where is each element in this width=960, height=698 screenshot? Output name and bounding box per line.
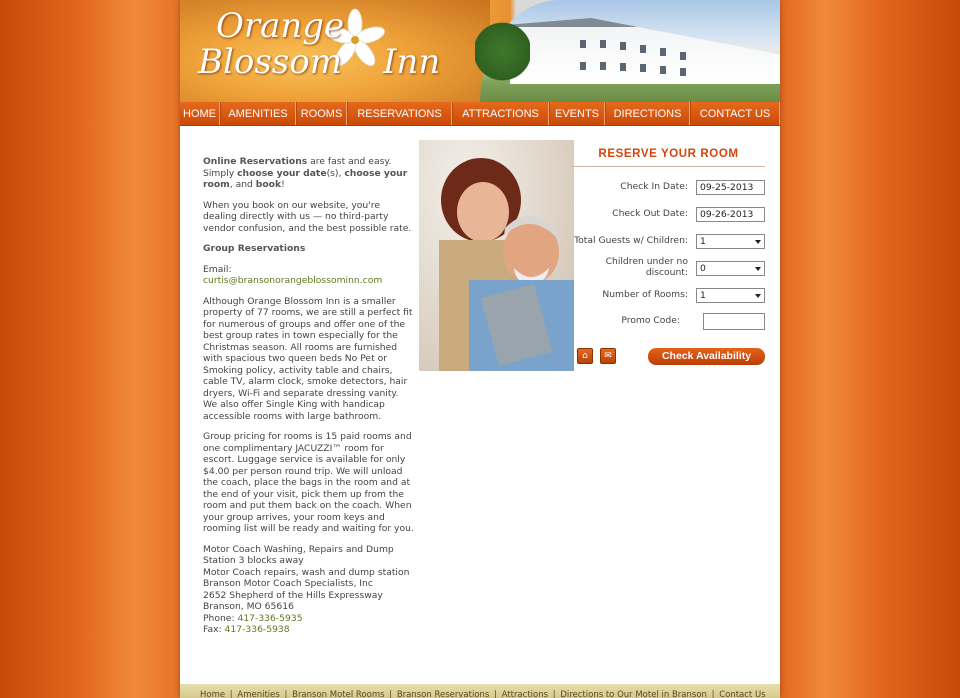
intro-bold-book: book bbox=[255, 179, 282, 190]
intro-paragraph bbox=[203, 156, 415, 191]
footer-link-attractions[interactable]: Attractions bbox=[501, 690, 549, 698]
mail-icon[interactable]: ✉ bbox=[600, 348, 616, 364]
group-pricing-paragraph: Group pricing for rooms is 15 paid rooms and one complimentary JACUZZI™ room for escort. Luggage service is available for only $4.00 per person round trip. We will unload the coach, place the bags in the room and at the end of your visit, pick them up from the room and put them back on the coach. When your group arrives, your room keys and rooming list will be ready and waiting for you. bbox=[203, 431, 414, 534]
nav-rooms[interactable]: ROOMS bbox=[296, 102, 347, 125]
children-select[interactable]: 0 bbox=[696, 261, 765, 276]
nav-reservations[interactable]: RESERVATIONS bbox=[347, 102, 452, 125]
check-availability-button[interactable]: Check Availability bbox=[648, 348, 765, 365]
motor-line: Branson, MO 65616 bbox=[203, 601, 294, 612]
tree-image bbox=[475, 20, 530, 90]
direct-booking-paragraph: When you book on our website, you're dealing directly with us — no third-party vendor confusion, and the best possible rate. bbox=[203, 199, 412, 234]
couple-illustration bbox=[419, 140, 574, 371]
reservation-form bbox=[572, 140, 772, 362]
page-container bbox=[180, 0, 780, 698]
nav-amenities[interactable]: AMENITIES bbox=[220, 102, 296, 125]
promo-code-input[interactable] bbox=[703, 313, 765, 330]
children-label: Children under no discount: bbox=[605, 256, 688, 278]
footer-links: Home | Amenities | Branson Motel Rooms | Branson Reservations | Attractions | Directions to Our Motel in Branson | Contact Us bbox=[180, 684, 780, 698]
nav-contact-us[interactable]: CONTACT US bbox=[690, 102, 780, 125]
group-property-paragraph: Although Orange Blossom Inn is a smaller property of 77 rooms, we are still a perfect fit for numerous of groups and offer one of the best group rates in town especially for the Christmas season. All rooms are furnished with spacious two queen beds No Pet or Smoking policy, activity table and chairs, cable TV, alarm clock, smoke detectors, hair dryers, Wi-Fi and separate dressing vanity. We also offer Single King with handicap accessible rooms with large bathroom. bbox=[203, 295, 413, 422]
nav-home[interactable]: HOME bbox=[180, 102, 220, 125]
footer-link-motel-rooms[interactable]: Branson Motel Rooms bbox=[292, 690, 385, 698]
checkin-label: Check In Date: bbox=[620, 181, 688, 192]
motor-coach-block bbox=[203, 544, 415, 636]
intro-bold-room: choose your room bbox=[203, 167, 408, 190]
motor-line: Branson Motor Coach Specialists, Inc bbox=[203, 578, 373, 589]
footer-link-reservations[interactable]: Branson Reservations bbox=[396, 690, 490, 698]
motor-line: 2652 Shepherd of the Hills Expressway bbox=[203, 589, 383, 601]
fax-label: Fax: bbox=[203, 624, 225, 635]
logo-line-orange: Orange bbox=[216, 6, 345, 46]
intro-text: (s), bbox=[326, 167, 345, 179]
footer-link-contact[interactable]: Contact Us bbox=[719, 690, 766, 698]
guests-label: Total Guests w/ Children: bbox=[574, 235, 688, 246]
fax-link[interactable]: 417-336-5938 bbox=[224, 624, 290, 635]
intro-text: ! bbox=[281, 179, 285, 190]
motor-line: Motor Coach repairs, wash and dump station bbox=[203, 566, 410, 578]
logo-line-inn: Inn bbox=[383, 42, 441, 82]
checkout-label: Check Out Date: bbox=[612, 208, 688, 219]
rooms-select[interactable]: 1 bbox=[696, 288, 765, 303]
phone-label: Phone: bbox=[203, 612, 238, 624]
home-icon[interactable]: ⌂ bbox=[577, 348, 593, 364]
email-block bbox=[203, 264, 415, 287]
email-link[interactable]: curtis@bransonorangeblossominn.com bbox=[203, 275, 383, 286]
intro-bold-online-reservations: Online Reservations bbox=[203, 156, 308, 167]
email-label: Email: bbox=[203, 263, 232, 275]
checkin-date-input[interactable]: 09-25-2013 bbox=[696, 180, 765, 195]
checkout-date-input[interactable]: 09-26-2013 bbox=[696, 207, 765, 222]
nav-directions[interactable]: DIRECTIONS bbox=[605, 102, 690, 125]
group-reservations-heading bbox=[203, 243, 415, 255]
promo-label: Promo Code: bbox=[621, 315, 680, 326]
group-heading-text: Group Reservations bbox=[203, 243, 306, 254]
site-logo[interactable] bbox=[198, 6, 441, 82]
reservation-info-text bbox=[203, 156, 415, 645]
nav-events[interactable]: EVENTS bbox=[549, 102, 605, 125]
logo-line-blossom: Blossom bbox=[198, 42, 342, 82]
footer-link-directions[interactable]: Directions to Our Motel in Branson bbox=[560, 690, 707, 698]
intro-bold-date: choose your date bbox=[237, 167, 327, 179]
motor-line: Motor Coach Washing, Repairs and Dump Station 3 blocks away bbox=[203, 543, 394, 566]
main-navigation bbox=[180, 102, 780, 126]
nav-attractions[interactable]: ATTRACTIONS bbox=[452, 102, 549, 125]
phone-link[interactable]: 417-336-5935 bbox=[237, 612, 303, 624]
intro-text: are fast and easy. Simply bbox=[203, 156, 392, 179]
footer-link-home[interactable]: Home bbox=[200, 690, 226, 698]
site-header bbox=[180, 0, 780, 102]
couple-photo bbox=[419, 140, 574, 371]
guests-select[interactable]: 1 bbox=[696, 234, 765, 249]
intro-text: , and bbox=[229, 179, 256, 190]
rooms-label: Number of Rooms: bbox=[602, 289, 688, 300]
footer-link-amenities[interactable]: Amenities bbox=[237, 690, 280, 698]
reserve-your-room-heading: RESERVE YOUR ROOM bbox=[572, 140, 765, 167]
